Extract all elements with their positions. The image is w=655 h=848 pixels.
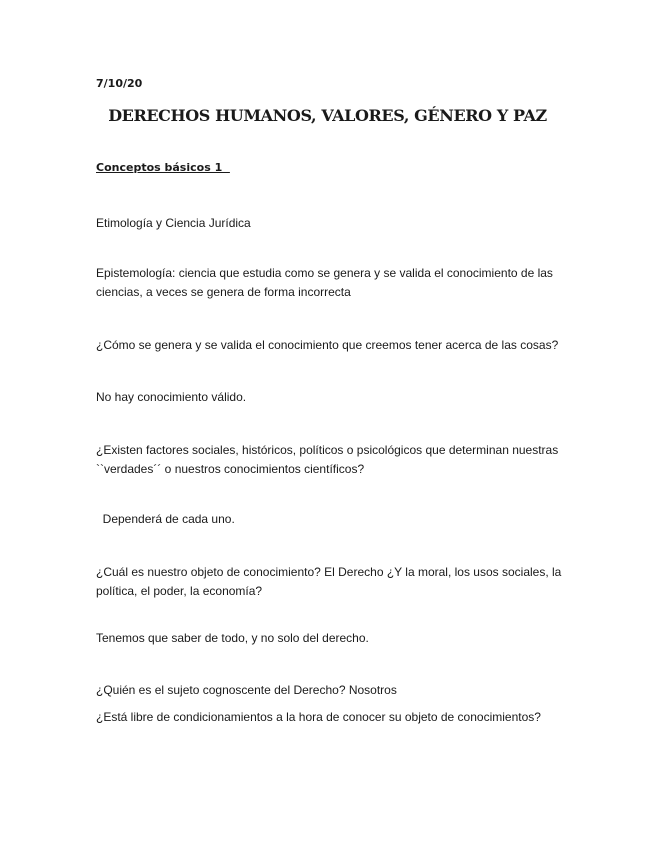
date: 7/10/20 (96, 77, 143, 90)
paragraph: Dependerá de cada uno. (96, 512, 235, 526)
paragraph: ¿Está libre de condicionamientos a la hora de conocer su objeto de conocimientos? (96, 710, 541, 724)
paragraph: ¿Cuál es nuestro objeto de conocimiento? El Derecho ¿Y la moral, los usos sociales, la política, el poder, la economía? (96, 565, 565, 598)
paragraph: Tenemos que saber de todo, y no solo del derecho. (96, 631, 369, 645)
paragraph: Etimología y Ciencia Jurídica (96, 216, 251, 230)
section-heading: Conceptos básicos 1 (96, 161, 230, 174)
paragraph: ¿Existen factores sociales, históricos, políticos o psicológicos que determinan nuestras ``verdades´´ o nuestros conocimientos científicos? (96, 443, 562, 476)
document-title: DERECHOS HUMANOS, VALORES, GÉNERO Y PAZ (108, 106, 547, 125)
paragraph: ¿Quién es el sujeto cognoscente del Derecho? Nosotros (96, 683, 397, 697)
paragraph: Epistemología: ciencia que estudia como se genera y se valida el conocimiento de las ciencias, a veces se genera de forma incorrecta (96, 266, 557, 299)
paragraph: No hay conocimiento válido. (96, 390, 247, 404)
paragraph: ¿Cómo se genera y se valida el conocimiento que creemos tener acerca de las cosas? (96, 338, 559, 352)
